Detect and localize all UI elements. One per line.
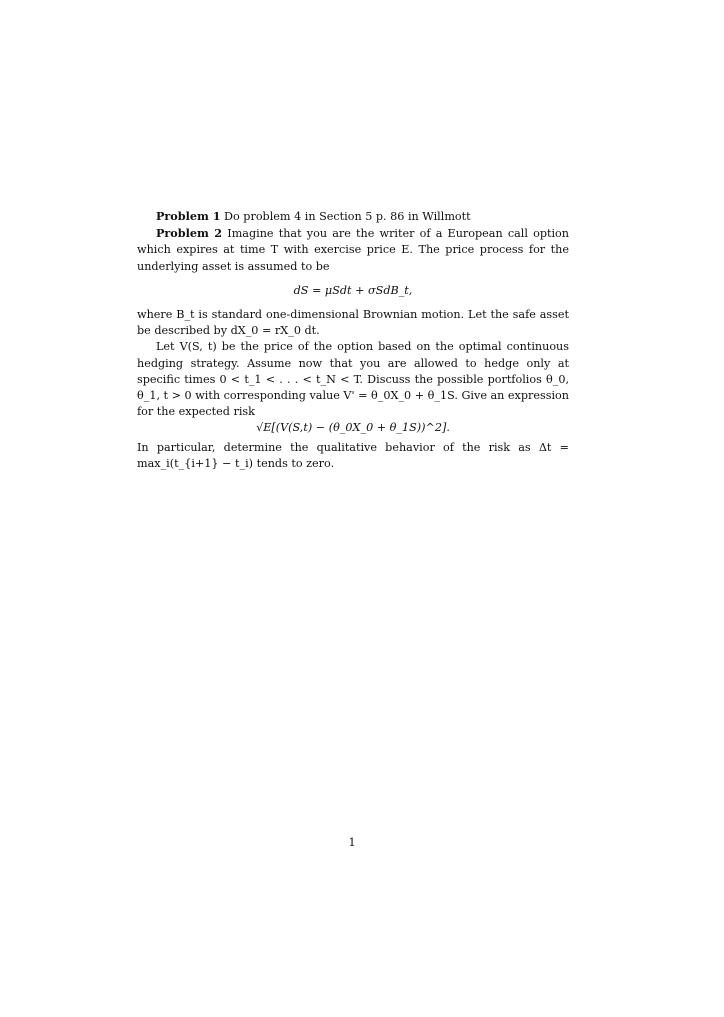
document-body (137, 208, 569, 472)
problem-2-paragraph (137, 225, 569, 275)
safe-asset-paragraph: where B_t is standard one-dimensional Brownian motion. Let the safe asset be described by dX_0 = rX_0 dt. (137, 308, 569, 338)
hedging-paragraph: Let V(S, t) be the price of the option based on the optimal continuous hedging strategy. Assume now that you are allowed to hedge only at specific times 0 < t_1 < . . . < t_N < T. Discuss the possible portfolios θ_0, θ_1, t > 0 with corresponding value V' = θ_0X_0 + θ_1S. Give an expression for the expected risk (137, 340, 569, 419)
problem-1-text: Do problem 4 in Section 5 p. 86 in Willmott (224, 210, 471, 223)
qualitative-behavior-paragraph: In particular, determine the qualitative behavior of the risk as Δt = max_i(t_{i+1} − t_i) tends to zero. (137, 440, 569, 470)
page-number: 1 (348, 836, 356, 849)
problem-2-label: Problem 2 (156, 226, 223, 241)
problem-1-label: Problem 1 (156, 209, 221, 223)
problem-2-text: Imagine that you are the writer of a European call option which expires at time T with exercise price E. The price process for the underlying asset is assumed to be (137, 227, 569, 273)
problem-1-paragraph (137, 208, 569, 225)
price-process-equation: dS = μSdt + σSdB_t, (293, 283, 413, 297)
expected-risk-equation: √E[(V(S,t) − (θ_0X_0 + θ_1S))^2]. (256, 421, 450, 435)
